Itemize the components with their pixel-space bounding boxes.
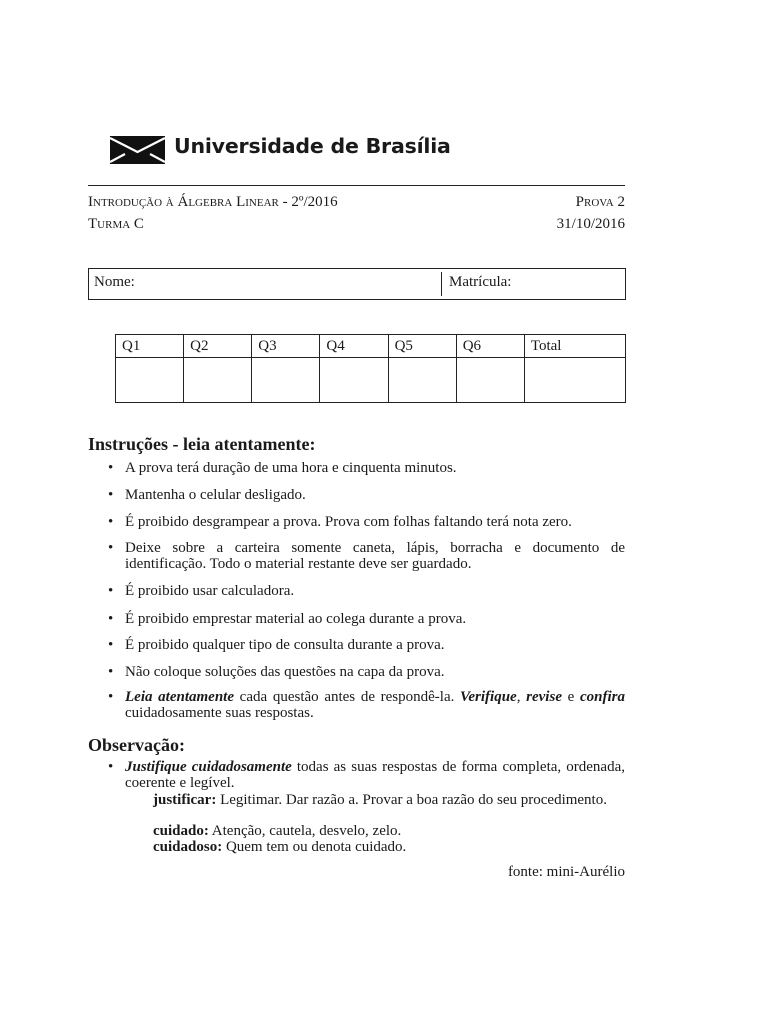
instruction-item: • Mantenha o celular desligado. (108, 487, 628, 503)
emph-justifique: Justifique cuidadosamente (125, 759, 292, 775)
definition-text: Legitimar. Dar razão a. Provar a boa razão do seu procedimento. (216, 792, 607, 808)
text-segment: e (561, 689, 580, 705)
instruction-item-emphasis (108, 689, 625, 721)
score-header-total: Total (524, 335, 625, 358)
university-name: Universidade de Brasília (174, 134, 451, 158)
score-header-q2: Q2 (184, 335, 252, 358)
text-segment: todas as suas respostas de forma completa, ordenada, coerente e legível. (125, 759, 625, 791)
score-cell-q2 (184, 358, 252, 403)
exam-date: 31/10/2016 (556, 216, 625, 232)
field-divider (441, 272, 442, 296)
score-table (115, 334, 626, 403)
student-info-box (88, 268, 626, 300)
name-field[interactable]: Nome: (94, 274, 135, 290)
text-segment: , (516, 689, 527, 705)
score-cell-total (524, 358, 625, 403)
emph-leia: Leia atentamente (125, 689, 234, 705)
definition-justificar (125, 792, 625, 808)
score-cell-q4 (320, 358, 388, 403)
course-title: Introdução à Álgebra Linear - 2º/2016 (88, 194, 338, 210)
instruction-item: • A prova terá duração de uma hora e cinquenta minutos. (108, 460, 628, 476)
score-cell-q5 (388, 358, 456, 403)
score-value-row (116, 358, 626, 403)
instruction-item: • É proibido qualquer tipo de consulta durante a prova. (108, 637, 628, 653)
score-header-q1: Q1 (116, 335, 184, 358)
class-label: Turma C (88, 216, 144, 232)
text-segment: cuidadosamente suas respostas. (125, 705, 314, 721)
instruction-item: • Não coloque soluções das questões na capa da prova. (108, 664, 628, 680)
score-header-q5: Q5 (388, 335, 456, 358)
score-header-q6: Q6 (456, 335, 524, 358)
definition-text: Atenção, cautela, desvelo, zelo. (208, 823, 402, 839)
instruction-item: • É proibido emprestar material ao colega durante a prova. (108, 611, 628, 627)
text-segment: cada questão antes de respondê-la. (234, 689, 461, 705)
instructions-heading: Instruções - leia atentamente: (88, 434, 316, 454)
score-header-row (116, 335, 626, 358)
definition-text: Quem tem ou denota cuidado. (222, 839, 407, 855)
definition-term: justificar: (153, 792, 217, 808)
registration-field[interactable]: Matrícula: (449, 274, 512, 290)
score-header-q3: Q3 (252, 335, 320, 358)
emph-confira: confira (580, 689, 625, 705)
score-cell-q1 (116, 358, 184, 403)
score-cell-q3 (252, 358, 320, 403)
unb-logo-icon (110, 136, 165, 164)
source-note: fonte: mini-Aurélio (507, 864, 625, 880)
observation-heading: Observação: (88, 735, 185, 755)
emph-verifique: Verifique (460, 689, 517, 705)
instruction-item: • É proibido usar calculadora. (108, 583, 628, 599)
definition-term: cuidado: (153, 823, 209, 839)
score-header-q4: Q4 (320, 335, 388, 358)
score-cell-q6 (456, 358, 524, 403)
definition-cuidado (153, 823, 623, 839)
instruction-item: • É proibido desgrampear a prova. Prova com folhas faltando terá nota zero. (108, 514, 628, 530)
definition-term: cuidadoso: (153, 839, 223, 855)
emph-revise: revise (526, 689, 562, 705)
header-rule (88, 185, 625, 186)
instruction-item: • Deixe sobre a carteira somente caneta, lápis, borracha e documento de identificação. Todo o material restante deve ser guardado. (108, 540, 625, 572)
exam-label: Prova 2 (575, 194, 625, 210)
definition-cuidadoso (153, 839, 623, 855)
observation-item (108, 759, 625, 791)
